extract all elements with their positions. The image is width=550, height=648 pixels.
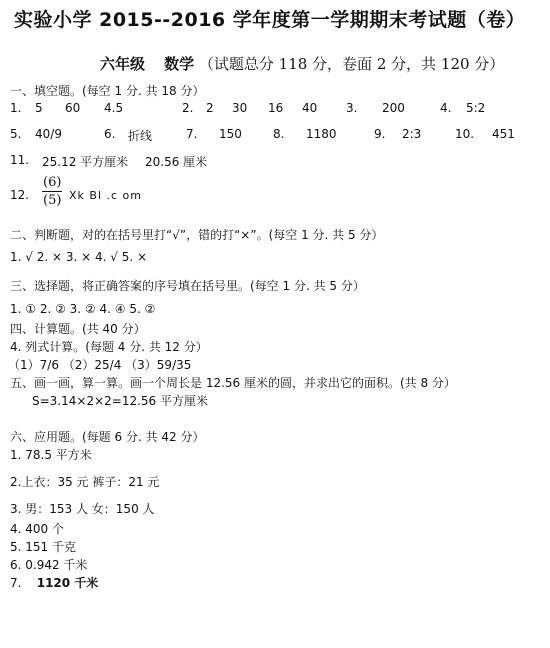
page-subtitle: [100, 53, 504, 74]
section-1-row-3: [10, 153, 410, 169]
answer-7-number: 7.: [10, 576, 22, 590]
score-note: （试题总分 118 分，卷面 2 分，共 120 分）: [198, 55, 505, 73]
answer-item: 8.: [273, 127, 285, 141]
section-6-answer-2: 2.上衣：35 元 裤子：21 元: [10, 475, 160, 489]
answer-item: 25.12 平方厘米: [42, 155, 129, 169]
question-12-number: 12.: [10, 188, 30, 202]
answer-item: 2.: [182, 101, 194, 115]
section-2-answers: 1. √ 2. × 3. × 4. √ 5. ×: [10, 250, 148, 264]
section-5-answer: S=3.14×2×2=12.56 平方厘米: [32, 394, 208, 408]
answer-item: 1.: [10, 101, 22, 115]
section-6-answer-3: 3. 男：153 人 女：150 人: [10, 502, 155, 516]
section-4-answers: （1）7/6 （2）25/4 （3）59/35: [8, 358, 192, 372]
answer-item: 16: [268, 101, 284, 115]
section-1-row-1: [10, 101, 540, 117]
answer-item: 10.: [455, 127, 475, 141]
answer-item: 4.: [440, 101, 452, 115]
section-3-heading: 三、选择题，将正确答案的序号填在括号里。(每空 1 分. 共 5 分）: [10, 279, 365, 293]
answer-item: 2: [206, 101, 214, 115]
section-4-heading: 四、计算题。(共 40 分）: [10, 322, 146, 336]
section-6-answer-1: 1. 78.5 平方米: [10, 448, 92, 462]
grade-label: 六年级: [100, 55, 146, 73]
fraction-bar: [42, 191, 62, 192]
section-5-heading: 五、画一画，算一算。画一个周长是 12.56 厘米的圆，并求出它的面积。(共 8 分）: [10, 376, 456, 390]
answer-item: 6.: [104, 127, 116, 141]
answer-item: 4.5: [104, 101, 124, 115]
section-1-row-2: [10, 127, 540, 143]
answer-item: 3.: [346, 101, 358, 115]
fraction-numerator: (6): [43, 175, 62, 190]
answer-item: 11.: [10, 153, 30, 167]
section-6-answer-4: 4. 400 个: [10, 522, 64, 536]
answer-item: 9.: [374, 127, 386, 141]
section-6-answer-5: 5. 151 千克: [10, 540, 76, 554]
answer-item: 200: [382, 101, 405, 115]
answer-item: 451: [492, 127, 515, 141]
section-6-answer-6: 6. 0.942 千米: [10, 558, 88, 572]
answer-item: 60: [65, 101, 81, 115]
answer-item: 7.: [186, 127, 198, 141]
answer-item: 2:3: [402, 127, 422, 141]
section-3-answers: 1. ① 2. ② 3. ② 4. ④ 5. ②: [10, 302, 156, 316]
question-12-fraction: [42, 175, 62, 208]
section-6-heading: 六、应用题。(每题 6 分. 共 42 分）: [10, 430, 205, 444]
watermark-text: Xk Bl .c om: [69, 189, 142, 202]
section-4-subheading: 4. 列式计算。(每题 4 分. 共 12 分）: [10, 340, 208, 354]
answer-item: 5:2: [466, 101, 486, 115]
subject-label: 数学: [164, 55, 195, 73]
answer-item: 150: [219, 127, 242, 141]
answer-item: 5.: [10, 127, 22, 141]
fraction-denominator: (5): [43, 193, 62, 208]
answer-item: 20.56 厘米: [145, 155, 208, 169]
answer-item: 30: [232, 101, 248, 115]
answer-item: 40: [302, 101, 318, 115]
section-6-answer-7: [10, 574, 98, 591]
answer-7-value: 1120 千米: [36, 576, 99, 590]
answer-item: 5: [35, 101, 43, 115]
answer-item: 折线: [128, 129, 153, 143]
answer-item: 1180: [306, 127, 337, 141]
page-title: 实验小学 2015--2016 学年度第一学期期末考试题（卷）: [14, 9, 526, 31]
answer-item: 40/9: [35, 127, 62, 141]
section-1-heading: 一、填空题。(每空 1 分. 共 18 分）: [10, 84, 205, 98]
section-2-heading: 二、判断题，对的在括号里打“√”，错的打“×”。(每空 1 分. 共 5 分）: [10, 228, 384, 242]
